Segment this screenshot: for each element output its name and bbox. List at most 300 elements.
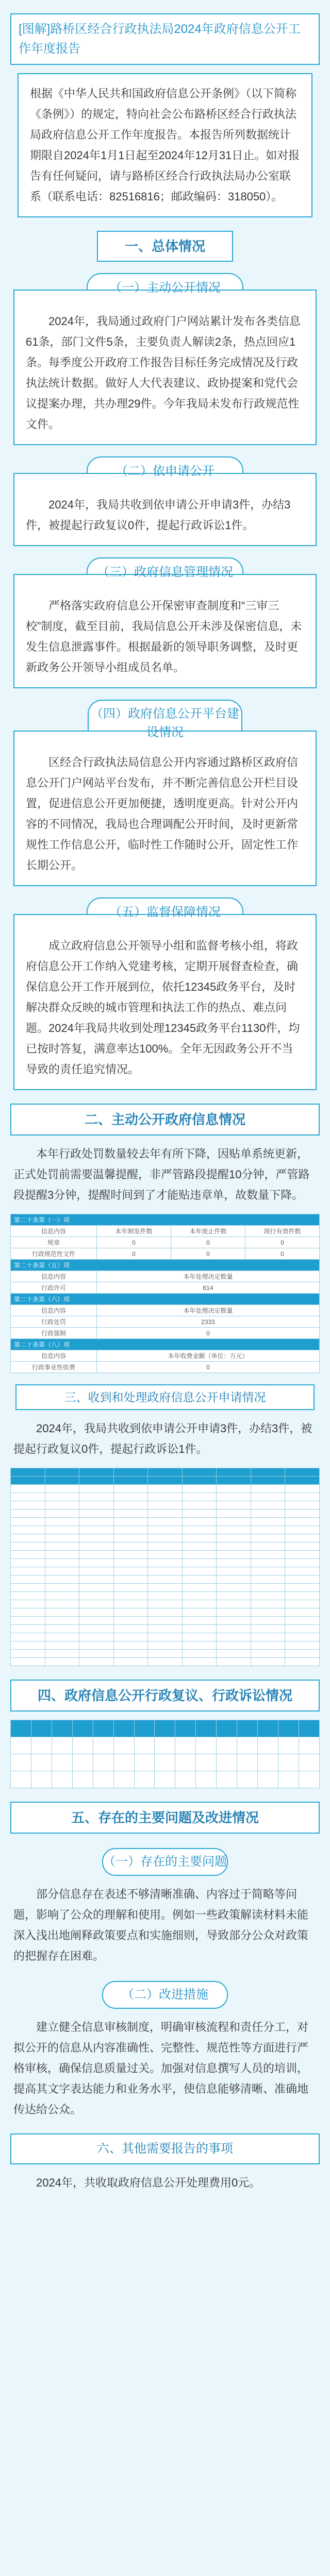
table-cell	[251, 1567, 285, 1575]
table-cell	[93, 1720, 113, 1737]
table-cell	[251, 1600, 285, 1608]
table-cell	[285, 1633, 320, 1641]
table-cell	[217, 1485, 251, 1493]
applications-table	[10, 1468, 320, 1666]
table-cell	[45, 1551, 79, 1559]
table-cell	[285, 1567, 320, 1575]
table-cell	[11, 1737, 31, 1754]
table-cell	[79, 1510, 114, 1518]
table-cell	[217, 1737, 237, 1754]
table-cell	[79, 1543, 114, 1551]
table-cell	[52, 1771, 72, 1788]
active-disclosure-table	[10, 1214, 320, 1373]
table-cell	[217, 1559, 251, 1567]
table-cell	[148, 1617, 183, 1625]
table-cell	[11, 1567, 45, 1575]
table-cell	[113, 1534, 148, 1543]
table-cell	[285, 1518, 320, 1526]
table-cell	[251, 1477, 285, 1485]
table-cell	[134, 1720, 155, 1737]
table-cell	[79, 1584, 114, 1592]
table-cell	[148, 1575, 183, 1584]
table-cell	[11, 1510, 45, 1518]
table-cell	[31, 1720, 52, 1737]
table-cell	[182, 1625, 217, 1633]
table-cell	[182, 1477, 217, 1485]
table-cell	[258, 1771, 278, 1788]
table-cell	[237, 1771, 258, 1788]
banner-active-info: 二、主动公开政府信息情况	[10, 1104, 320, 1136]
table-cell	[217, 1754, 237, 1771]
table-cell: 行政规范性文件	[11, 1248, 97, 1260]
table-cell	[79, 1477, 114, 1485]
table-cell	[285, 1584, 320, 1592]
table-cell	[285, 1468, 320, 1477]
other-text: 2024年，共收取政府信息公开处理费用0元。	[36, 2176, 261, 2189]
table-cell	[79, 1608, 114, 1617]
table-cell	[93, 1754, 113, 1771]
table-cell: 本年制发件数	[97, 1226, 171, 1237]
table-cell	[11, 1608, 45, 1617]
review-litigation-table	[10, 1720, 320, 1788]
table-cell	[79, 1534, 114, 1543]
table-cell: 0	[245, 1248, 319, 1260]
table-cell	[79, 1518, 114, 1526]
table-cell	[182, 1526, 217, 1534]
table-cell	[113, 1592, 148, 1600]
table-cell	[45, 1485, 79, 1493]
table-cell	[182, 1641, 217, 1650]
intro-text: 根据《中华人民共和国政府信息公开条例》（以下简称《条例》）的规定，特向社会公布路桥区经合行政执法局政府信息公开工作年度报告。本报告所列数据统计期限自2024年1月1日起至2024年12月31日止。如对报告有任何疑问，请与路桥区经合行政执法局办公室联系（联系电话：82516816；邮政编码：318050）。	[18, 73, 312, 217]
table-cell	[45, 1534, 79, 1543]
banner-other: 六、其他需要报告的事项	[10, 2133, 320, 2164]
table-cell	[251, 1543, 285, 1551]
table-cell	[285, 1559, 320, 1567]
table-cell	[113, 1493, 148, 1501]
table-cell	[196, 1737, 217, 1754]
table-cell	[79, 1633, 114, 1641]
table-cell	[285, 1501, 320, 1510]
table-cell	[182, 1510, 217, 1518]
table-cell	[217, 1608, 251, 1617]
table-cell	[251, 1510, 285, 1518]
table-cell	[285, 1551, 320, 1559]
table-cell	[148, 1518, 183, 1526]
section-management	[13, 557, 317, 688]
table-cell	[11, 1754, 31, 1771]
table-cell	[148, 1592, 183, 1600]
section-title: （五）监督保障情况	[87, 897, 243, 927]
table-cell	[148, 1650, 183, 1658]
table-cell	[45, 1518, 79, 1526]
table-cell: 0	[171, 1237, 245, 1248]
table-cell	[217, 1633, 251, 1641]
table-cell	[113, 1526, 148, 1534]
table-cell	[175, 1771, 196, 1788]
table-cell	[285, 1617, 320, 1625]
table-cell: 0	[97, 1362, 320, 1373]
paragraph-applications: 2024年，我局共收到依申请公开申请3件，办结3件，被提起行政复议0件，提起行政诉讼1件。	[13, 1422, 312, 1455]
table-cell	[251, 1551, 285, 1559]
table-cell	[251, 1468, 285, 1477]
table-cell	[11, 1493, 45, 1501]
section-body: 成立政府信息公开领导小组和监督考核小组，将政府信息公开工作纳入党建考核，定期开展督查检查，确保信息公开工作开展到位，依托12345政务平台，及时解决群众反映的城市管理和执法工作的热点、难点问题。2024年我局共收到处理12345政务平台1130件，均已按时答复，满意率达100%。全年无因政务公开不当导致的责任追究情况。	[13, 914, 317, 1090]
table-cell	[217, 1477, 251, 1485]
table-cell	[79, 1493, 114, 1501]
table-cell	[155, 1720, 175, 1737]
table-cell	[217, 1592, 251, 1600]
table-cell: 现行有效件数	[245, 1226, 319, 1237]
table-cell	[113, 1720, 134, 1737]
section-title: （二）依申请公开	[87, 456, 243, 486]
table-cell	[285, 1534, 320, 1543]
table-cell	[148, 1641, 183, 1650]
table-cell	[217, 1584, 251, 1592]
table-cell	[182, 1501, 217, 1510]
table-cell	[148, 1543, 183, 1551]
table-cell	[113, 1575, 148, 1584]
table-cell	[217, 1534, 251, 1543]
banner-review-litigation: 四、政府信息公开行政复议、行政诉讼情况	[10, 1680, 320, 1711]
table-cell	[113, 1650, 148, 1658]
table-cell	[148, 1600, 183, 1608]
table-cell	[155, 1737, 175, 1754]
measures-heading: （二）改进措施	[102, 1981, 228, 2009]
table-cell	[113, 1485, 148, 1493]
table-cell	[79, 1526, 114, 1534]
table-cell	[182, 1468, 217, 1477]
report-page	[0, 13, 330, 2576]
table-cell: 行政强制	[11, 1328, 97, 1339]
table-cell: 本年收费金额（单位：万元）	[97, 1350, 320, 1362]
table-cell	[79, 1650, 114, 1658]
table-cell	[148, 1526, 183, 1534]
table-cell	[45, 1600, 79, 1608]
table-cell	[11, 1468, 45, 1477]
table-cell	[217, 1641, 251, 1650]
table-cell	[113, 1737, 134, 1754]
table-cell	[113, 1617, 148, 1625]
table-cell	[285, 1592, 320, 1600]
table-header: 第二十条第（一）项	[11, 1214, 320, 1226]
table-cell	[217, 1720, 237, 1737]
table-cell	[113, 1658, 148, 1666]
table-cell	[11, 1485, 45, 1493]
table-cell	[72, 1771, 93, 1788]
table-cell: 本年处理决定数量	[97, 1271, 320, 1282]
overview-heading: 一、总体情况	[97, 231, 233, 262]
table-cell	[251, 1641, 285, 1650]
table-cell	[182, 1559, 217, 1567]
table-cell	[217, 1625, 251, 1633]
table-cell	[45, 1543, 79, 1551]
table-cell	[45, 1468, 79, 1477]
table-cell	[251, 1559, 285, 1567]
table-cell	[113, 1584, 148, 1592]
table-cell	[45, 1650, 79, 1658]
table-cell	[251, 1592, 285, 1600]
table-cell: 行政处罚	[11, 1316, 97, 1328]
table-cell	[11, 1575, 45, 1584]
table-cell: 本年处理决定数量	[97, 1305, 320, 1316]
table-cell	[45, 1575, 79, 1584]
measures-text: 建立健全信息审核制度，明确审核流程和责任分工，对拟公开的信息从内容准确性、完整性、规范性等方面进行严格审核，确保信息质量过关。加强对信息撰写人员的培训，提高其文字表达能力和业务水平，使信息能够清晰、准确地传达给公众。	[13, 2021, 309, 2116]
table-cell	[148, 1551, 183, 1559]
table-cell	[251, 1493, 285, 1501]
table-cell	[113, 1608, 148, 1617]
table-cell	[31, 1754, 52, 1771]
table-cell	[134, 1771, 155, 1788]
table-cell: 0	[245, 1237, 319, 1248]
section-platform	[13, 700, 317, 886]
table-cell	[237, 1720, 258, 1737]
table-cell	[251, 1501, 285, 1510]
table-cell	[79, 1551, 114, 1559]
table-cell	[72, 1737, 93, 1754]
table-cell: 信息内容	[11, 1271, 97, 1282]
table-cell	[11, 1543, 45, 1551]
section-body: 严格落实政府信息公开保密审查制度和“三审三校”制度，截至目前，我局信息公开未涉及保密信息，未发生信息泄露事件。根据最新的领导职务调整，及时更新政务公开领导小组成员名单。	[13, 574, 317, 688]
table-cell	[79, 1600, 114, 1608]
section-body: 区经合行政执法局信息公开内容通过路桥区政府信息公开门户网站平台发布，并不断完善信息公开栏目设置，促进信息公开更加便捷，透明度更高。针对公开内容的不同情况，我局也合理调配公开时间，及时更新常规性工作信息公开，临时性工作随时公开，固定性工作长期公开。	[13, 731, 317, 886]
table-cell	[11, 1551, 45, 1559]
table-cell	[11, 1477, 45, 1485]
table-cell	[299, 1737, 319, 1754]
table-cell	[11, 1617, 45, 1625]
table-cell	[251, 1633, 285, 1641]
table-cell	[258, 1754, 278, 1771]
table-cell	[148, 1625, 183, 1633]
table-cell	[113, 1518, 148, 1526]
table-cell	[52, 1737, 72, 1754]
table-cell: 行政事业性收费	[11, 1362, 97, 1373]
table-cell	[79, 1575, 114, 1584]
table-cell	[11, 1501, 45, 1510]
table-cell: 规章	[11, 1237, 97, 1248]
table-cell	[11, 1559, 45, 1567]
table-cell	[175, 1754, 196, 1771]
table-cell	[285, 1600, 320, 1608]
table-cell	[251, 1617, 285, 1625]
table-cell	[285, 1641, 320, 1650]
table-cell: 0	[171, 1248, 245, 1260]
table-cell	[217, 1575, 251, 1584]
table-cell	[45, 1592, 79, 1600]
table-cell	[148, 1493, 183, 1501]
table-cell	[11, 1641, 45, 1650]
table-cell	[258, 1737, 278, 1754]
table-cell	[217, 1543, 251, 1551]
table-cell: 614	[97, 1282, 320, 1294]
table-cell	[11, 1534, 45, 1543]
table-cell	[182, 1543, 217, 1551]
table-cell	[148, 1534, 183, 1543]
table-cell	[175, 1720, 196, 1737]
table-cell	[196, 1771, 217, 1788]
section-title: （一）主动公开情况	[87, 273, 243, 303]
table-cell	[79, 1567, 114, 1575]
table-cell	[217, 1567, 251, 1575]
table-cell	[11, 1584, 45, 1592]
table-cell	[182, 1650, 217, 1658]
table-cell	[285, 1510, 320, 1518]
table-cell	[251, 1534, 285, 1543]
table-cell	[11, 1600, 45, 1608]
table-header: 第二十条第（六）项	[11, 1294, 320, 1305]
table-cell	[93, 1737, 113, 1754]
table-cell: 0	[97, 1328, 320, 1339]
table-cell	[285, 1543, 320, 1551]
table-cell	[196, 1720, 217, 1737]
table-cell	[182, 1575, 217, 1584]
table-cell	[182, 1551, 217, 1559]
table-cell	[45, 1617, 79, 1625]
table-cell	[148, 1584, 183, 1592]
table-cell	[45, 1658, 79, 1666]
section-title: （四）政府信息公开平台建设情况	[88, 700, 242, 744]
table-cell	[155, 1771, 175, 1788]
table-cell	[45, 1501, 79, 1510]
table-cell	[182, 1608, 217, 1617]
table-cell	[285, 1493, 320, 1501]
table-cell	[79, 1501, 114, 1510]
table-cell	[148, 1485, 183, 1493]
table-cell: 信息内容	[11, 1305, 97, 1316]
table-cell	[182, 1617, 217, 1625]
table-cell	[45, 1526, 79, 1534]
table-cell: 信息内容	[11, 1226, 97, 1237]
table-cell	[182, 1493, 217, 1501]
table-cell	[251, 1518, 285, 1526]
table-cell	[182, 1633, 217, 1641]
table-cell	[72, 1754, 93, 1771]
table-cell	[11, 1720, 31, 1737]
table-cell	[148, 1567, 183, 1575]
section-title: （三）政府信息管理情况	[87, 557, 243, 587]
table-cell	[45, 1641, 79, 1650]
table-cell	[134, 1754, 155, 1771]
table-cell	[148, 1468, 183, 1477]
table-cell	[113, 1501, 148, 1510]
table-cell	[299, 1771, 319, 1788]
problems-text: 部分信息存在表述不够清晰准确、内容过于简略等问题，影响了公众的理解和使用。例如一些政策解读材料未能深入浅出地阐释政策要点和实施细则，导致部分公众对政策的把握存在困难。	[13, 1888, 309, 1962]
table-cell: 0	[97, 1248, 171, 1260]
table-cell	[217, 1510, 251, 1518]
table-cell	[182, 1567, 217, 1575]
table-cell	[45, 1510, 79, 1518]
table-cell	[196, 1754, 217, 1771]
table-cell	[113, 1559, 148, 1567]
table-cell	[113, 1543, 148, 1551]
table-cell	[148, 1477, 183, 1485]
table-cell	[182, 1600, 217, 1608]
table-cell	[237, 1754, 258, 1771]
table-cell	[278, 1771, 299, 1788]
table-cell	[52, 1754, 72, 1771]
table-cell	[79, 1625, 114, 1633]
table-cell	[113, 1600, 148, 1608]
table-cell: 2333	[97, 1316, 320, 1328]
table-cell	[251, 1650, 285, 1658]
table-cell: 本年废止件数	[171, 1226, 245, 1237]
table-cell	[217, 1551, 251, 1559]
table-cell	[251, 1658, 285, 1666]
table-cell	[148, 1501, 183, 1510]
section-body: 2024年，我局通过政府门户网站累计发布各类信息61条，部门文件5条，主要负责人解读2条，热点回应1条。每季度公开政府工作报告目标任务完成情况及行政执法统计数据。做好人大代表建议、政协提案和党代会议提案办理，共办理29件。今年我局未发布行政规范性文件。	[13, 290, 317, 445]
banner-problems: 五、存在的主要问题及改进情况	[10, 1802, 320, 1834]
table-cell	[79, 1468, 114, 1477]
table-cell	[299, 1754, 319, 1771]
section-supervision	[13, 897, 317, 1090]
table-cell	[217, 1650, 251, 1658]
table-cell	[11, 1633, 45, 1641]
table-cell	[182, 1658, 217, 1666]
table-cell	[31, 1771, 52, 1788]
table-cell	[113, 1477, 148, 1485]
table-cell	[217, 1526, 251, 1534]
table-cell	[113, 1771, 134, 1788]
paragraph-penalty: 本年行政处罚数量较去年有所下降，因贴单系统更新，正式处罚前需要温馨提醒，非严管路段提醒10分钟，严管路段提醒3分钟，提醒时间到了才能贴违章单，故数量下降。	[13, 1147, 310, 1201]
table-cell	[278, 1754, 299, 1771]
table-header: 第二十条第（五）项	[11, 1260, 320, 1271]
table-cell	[217, 1518, 251, 1526]
table-cell	[148, 1608, 183, 1617]
table-cell	[182, 1592, 217, 1600]
table-cell	[251, 1485, 285, 1493]
section-active-disclosure	[13, 273, 317, 445]
table-cell	[155, 1754, 175, 1771]
table-cell	[285, 1608, 320, 1617]
table-cell	[45, 1633, 79, 1641]
table-cell	[45, 1493, 79, 1501]
table-cell	[217, 1468, 251, 1477]
table-cell	[134, 1737, 155, 1754]
table-cell	[285, 1650, 320, 1658]
table-cell	[31, 1737, 52, 1754]
table-cell	[217, 1501, 251, 1510]
problems-heading: （一）存在的主要问题	[102, 1848, 228, 1876]
table-cell	[79, 1485, 114, 1493]
table-cell	[217, 1493, 251, 1501]
table-cell	[45, 1567, 79, 1575]
table-cell	[299, 1720, 319, 1737]
table-cell	[79, 1559, 114, 1567]
table-cell	[11, 1650, 45, 1658]
table-cell	[182, 1584, 217, 1592]
table-cell	[148, 1633, 183, 1641]
table-cell	[113, 1468, 148, 1477]
table-cell	[182, 1518, 217, 1526]
table-cell	[113, 1625, 148, 1633]
table-cell	[278, 1737, 299, 1754]
table-cell	[285, 1485, 320, 1493]
table-cell	[113, 1567, 148, 1575]
table-cell	[79, 1592, 114, 1600]
table-cell	[45, 1559, 79, 1567]
table-cell: 0	[97, 1237, 171, 1248]
table-cell	[148, 1559, 183, 1567]
table-cell	[11, 1625, 45, 1633]
table-cell	[182, 1534, 217, 1543]
table-cell	[45, 1625, 79, 1633]
table-cell	[45, 1608, 79, 1617]
table-cell	[113, 1641, 148, 1650]
table-cell	[285, 1658, 320, 1666]
table-cell	[285, 1526, 320, 1534]
table-cell	[52, 1720, 72, 1737]
table-cell	[113, 1633, 148, 1641]
table-cell	[72, 1720, 93, 1737]
